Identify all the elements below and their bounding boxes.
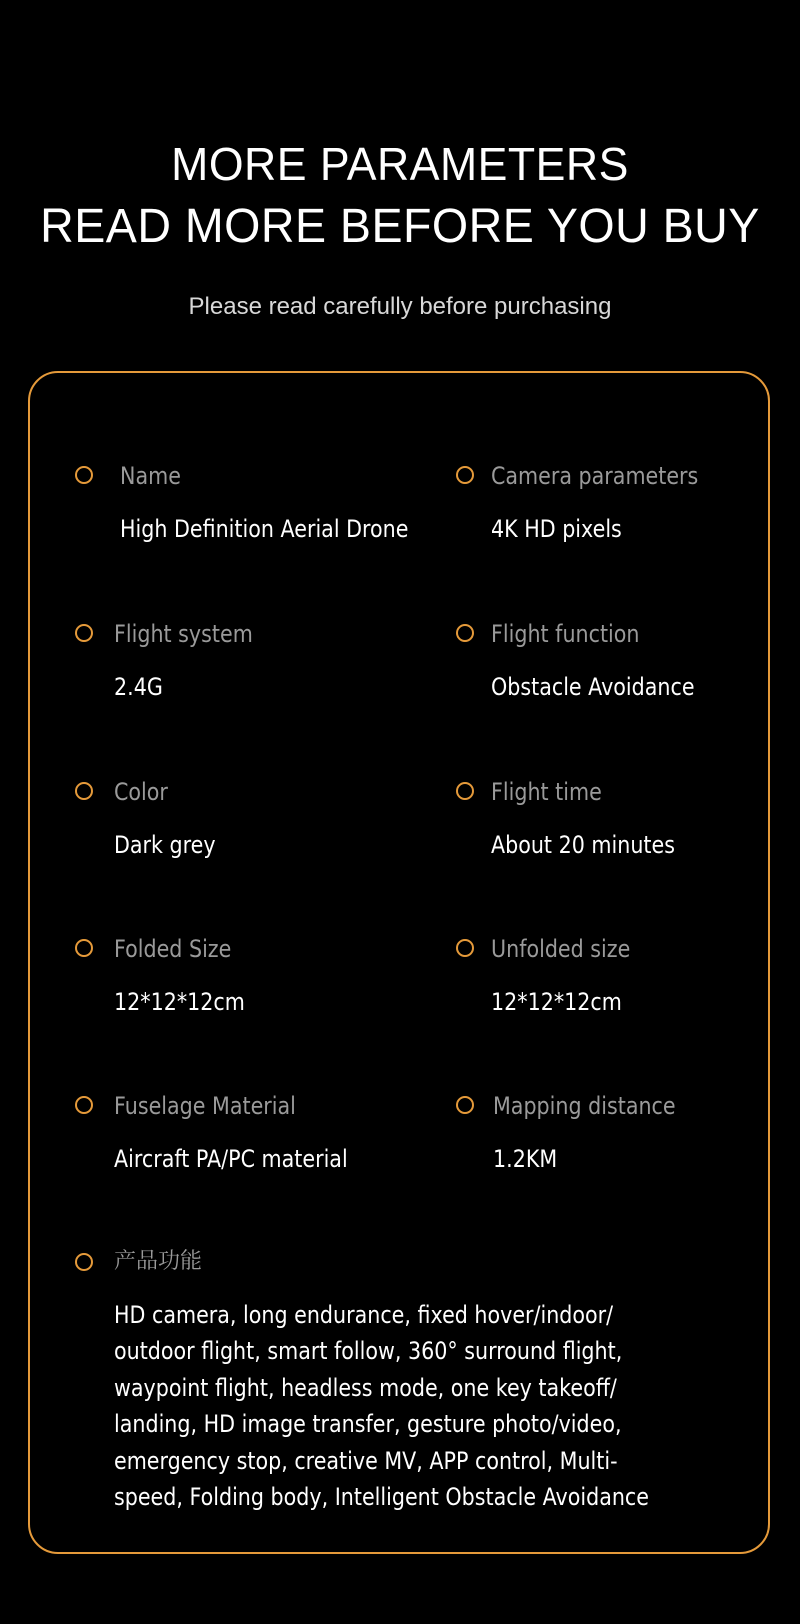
param-label: Folded Size	[114, 935, 232, 963]
param-label: Color	[114, 778, 168, 806]
circle-bullet-icon	[456, 939, 474, 957]
circle-bullet-icon	[456, 466, 474, 484]
circle-bullet-icon	[456, 1096, 474, 1114]
page-title-line-2: READ MORE BEFORE YOU BUY	[40, 200, 760, 253]
param-label: Unfolded size	[491, 935, 631, 963]
param-label: Flight system	[114, 620, 253, 648]
param-value: 4K HD pixels	[491, 515, 622, 543]
param-value: 2.4G	[114, 673, 163, 701]
param-value: 1.2KM	[493, 1145, 558, 1173]
features-line: emergency stop, creative MV, APP control, Multi-	[114, 1446, 618, 1475]
param-value: High Definition Aerial Drone	[120, 515, 409, 543]
features-line: landing, HD image transfer, gesture photo/video,	[114, 1410, 622, 1439]
param-value: Dark grey	[114, 831, 216, 859]
page-title-line-1: MORE PARAMETERS	[171, 138, 629, 190]
circle-bullet-icon	[75, 1253, 93, 1271]
features-line: speed, Folding body, Intelligent Obstacle Avoidance	[114, 1483, 649, 1512]
param-label: Flight time	[491, 778, 602, 806]
param-label: 产品功能	[114, 1249, 203, 1274]
param-value: Obstacle Avoidance	[491, 673, 695, 701]
param-label: Name	[120, 462, 181, 490]
features-line: outdoor flight, smart follow, 360° surround flight,	[114, 1337, 623, 1366]
param-label: Flight function	[491, 620, 640, 648]
circle-bullet-icon	[75, 939, 93, 957]
param-label: Camera parameters	[491, 462, 699, 490]
features-description	[114, 1297, 733, 1515]
features-line: waypoint flight, headless mode, one key takeoff/	[114, 1373, 617, 1402]
param-value: Aircraft PA/PC material	[114, 1145, 348, 1173]
param-value: About 20 minutes	[491, 831, 675, 859]
page-subtitle: Please read carefully before purchasing	[188, 293, 612, 320]
circle-bullet-icon	[456, 782, 474, 800]
circle-bullet-icon	[456, 624, 474, 642]
circle-bullet-icon	[75, 466, 93, 484]
circle-bullet-icon	[75, 624, 93, 642]
param-label: Fuselage Material	[114, 1092, 296, 1120]
features-line: HD camera, long endurance, fixed hover/indoor/	[114, 1301, 614, 1329]
param-label: Mapping distance	[493, 1092, 676, 1120]
param-value: 12*12*12cm	[114, 988, 245, 1016]
circle-bullet-icon	[75, 1096, 93, 1114]
param-value: 12*12*12cm	[491, 988, 622, 1016]
circle-bullet-icon	[75, 782, 93, 800]
